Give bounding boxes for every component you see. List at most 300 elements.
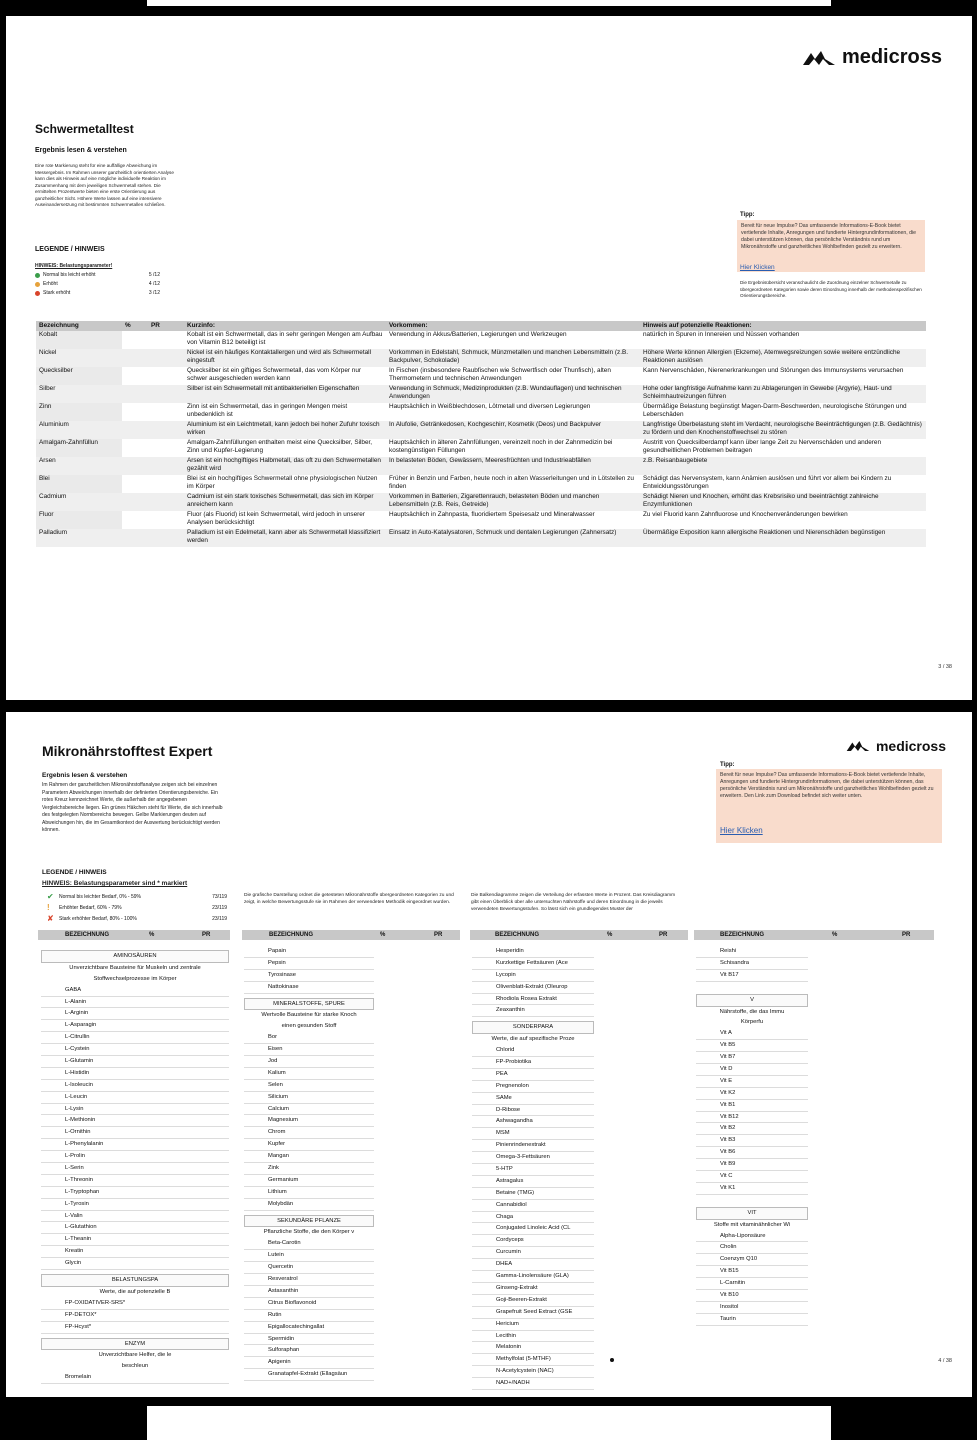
nutrient-row: L-Glutamin — [41, 1056, 229, 1068]
nutrient-row: Zeaxanthin — [472, 1005, 594, 1017]
nutrient-row: FP-Hcyst* — [41, 1322, 229, 1334]
nutrient-row: L-Tyrosin — [41, 1199, 229, 1211]
nutrient-row: Tyrosinase — [244, 970, 374, 982]
cell-occurrence: Hauptsächlich in Weißblechdosen, Lötmetall und diversen Legierungen — [389, 403, 591, 410]
header-percent: % — [380, 932, 386, 938]
nutrient-row: Vit B15 — [696, 1266, 808, 1278]
nutrient-row: L-Tryptophan — [41, 1187, 229, 1199]
nutrient-row: Vit B17 — [696, 970, 808, 982]
nutrient-row: SAMe — [472, 1093, 594, 1105]
nutrient-row: Curcumin — [472, 1247, 594, 1259]
nutrient-row: Lecithin — [472, 1331, 594, 1343]
cell-percent — [122, 439, 148, 457]
nutrient-row: L-Leucin — [41, 1092, 229, 1104]
cell-occurrence: Vorkommen in Edelstahl, Schmuck, Münzmetallen und manchen Lebensmitteln (z.B. Backpulver, Schokolade) — [386, 349, 640, 367]
cell-pr — [148, 367, 184, 385]
exclamation-icon: ! — [47, 903, 50, 912]
nutrient-row: Hericium — [472, 1319, 594, 1331]
nutrient-row: Vit B3 — [696, 1135, 808, 1147]
nutrient-row: Kupfer — [244, 1139, 374, 1151]
legend-label: Erhöhter Bedarf, 60% - 79% — [59, 904, 122, 911]
section-header: AMINOSÄUREN — [41, 950, 229, 963]
cell-name: Blei — [36, 475, 122, 493]
nutrient-row: L-Serin — [41, 1163, 229, 1175]
nutrient-row: Methylfolat (5-MTHF) — [472, 1354, 594, 1366]
nutrient-row: Apigenin — [244, 1357, 374, 1369]
nutrient-row: Astragalus — [472, 1176, 594, 1188]
nutrient-row: Vit K2 — [696, 1088, 808, 1100]
cell-name: Fluor — [36, 511, 122, 529]
nutrient-row: Vit B1 — [696, 1100, 808, 1112]
cell-pr — [148, 493, 184, 511]
column-header-1 — [38, 930, 230, 940]
nutrient-row: Lithium — [244, 1187, 374, 1199]
nutrient-row: Vit C — [696, 1171, 808, 1183]
cell-name: Silber — [36, 385, 122, 403]
legend-item-high — [35, 290, 160, 296]
nutrient-row: Rutin — [244, 1310, 374, 1322]
cell-percent — [122, 349, 148, 367]
nutrient-row: Schisandra — [696, 958, 808, 970]
nutrient-row: MSM — [472, 1128, 594, 1140]
nutrient-row: Betaine (TMG) — [472, 1188, 594, 1200]
nutrient-row: L-Histidin — [41, 1068, 229, 1080]
nutrient-row: Pinienrindenextrakt — [472, 1140, 594, 1152]
nutrient-row: PEA — [472, 1069, 594, 1081]
nutrient-row: L-Ornithin — [41, 1127, 229, 1139]
nutrient-row: L-Valin — [41, 1211, 229, 1223]
legend-count: 23/119 — [212, 904, 227, 911]
nutrient-row: Sulforaphan — [244, 1345, 374, 1357]
nutrient-row: L-Lysin — [41, 1104, 229, 1116]
nutrient-row: Grapefruit Seed Extract (GSE — [472, 1307, 594, 1319]
tip-text: Bereit für neue Impulse? Das umfassende Informations-E-Book bietet vertiefende Inhalte, Anregungen und fundierte Hintergrundinformationen, die dabei unterstützen können, das persönliche Verständnis rund um Mikronährstoffe und ganzheitliches Wohlbefinden gezielt zu erweitern. — [741, 223, 917, 250]
legend-hint: HINWEIS: Belastungsparameter sind * markiert — [42, 880, 188, 887]
nutrient-row: Taurin — [696, 1314, 808, 1326]
legend-label: Normal bis leichter Bedarf, 0% - 59% — [59, 893, 141, 900]
cell-occurrence: Früher in Benzin und Farben, heute noch in alten Wasserleitungen und in Lötstellen zu finden — [389, 475, 634, 490]
nutrient-row: Vit B2 — [696, 1123, 808, 1135]
cell-info: Fluor (als Fluorid) ist kein Schwermetall, wird jedoch in unserer Analysen berücksichtigt — [187, 511, 365, 526]
nutrient-row: Goji-Beeren-Extrakt — [472, 1295, 594, 1307]
table-header-row — [36, 321, 926, 331]
chart-note-distribution: Die Balkendiagramme zeigen die Verteilung der erfassten Werte in Prozent. Das Kreisdiagramm gibt einen Überblick über alle untersuchten Nährstoffe und deren Einordnung in die jeweils verwendeten Bewertungsstufen. So lässt sich ein grundlegendes Muster der — [471, 893, 676, 912]
cell-occurrence: Verwendung in Akkus/Batterien, Legierungen und Werkzeugen — [389, 331, 567, 338]
nutrient-row: Cholin — [696, 1242, 808, 1254]
table-row — [36, 367, 926, 385]
nutrient-row: Ginseng-Extrakt — [472, 1283, 594, 1295]
nutrient-row: Bromelain — [41, 1372, 229, 1384]
nutrient-row: L-Threonin — [41, 1175, 229, 1187]
section-description: beschleun — [121, 1363, 149, 1370]
column-header-4 — [694, 930, 934, 940]
page-title: Schwermetalltest — [35, 122, 134, 136]
legend-item-elevated — [47, 903, 227, 912]
legend-title: LEGENDE / HINWEIS — [42, 869, 107, 876]
nutrient-row: Vit B7 — [696, 1052, 808, 1064]
chart-note-categories: Die grafische Darstellung ordnet die getesteten Mikronährstoffe übergeordneten Kategorien zu und zeigt, in welche Bewertungsstufe sie im Rahmen der verwendeten Methodik eingeordnet wurden. — [244, 893, 454, 905]
header-name: BEZEICHNUNG — [269, 932, 314, 938]
legend-count: 23/119 — [212, 915, 227, 922]
nutrient-row: L-Glutathion — [41, 1222, 229, 1234]
cell-reaction: natürlich in Spuren in Innereien und Nüssen vorhanden — [643, 331, 800, 338]
nutrient-row: Vit B12 — [696, 1112, 808, 1124]
nutrient-row: Conjugated Linoleic Acid (CL — [472, 1223, 594, 1235]
col-header-occurrence: Vorkommen: — [386, 321, 640, 331]
cell-reaction: Hohe oder langfristige Aufnahme kann zu Ablagerungen in Gewebe (Argyrie), Haut- und Schleimhautreizungen führen — [640, 385, 926, 403]
cell-percent — [122, 331, 148, 349]
table-row — [36, 439, 926, 457]
section-description: Körperfu — [740, 1019, 764, 1026]
nutrient-row: FP-Probiotika — [472, 1057, 594, 1069]
cell-reaction: Zu viel Fluorid kann Zahnfluorose und Knochenveränderungen bewirken — [643, 511, 848, 518]
cell-occurrence: In belasteten Böden, Gewässern, Meeresfrüchten und Industrieabfällen — [386, 457, 640, 475]
table-row — [36, 475, 926, 493]
page-micronutrient-test — [6, 712, 972, 1397]
nutrient-row: Kurzkettige Fettsäuren (Ace — [472, 958, 594, 970]
header-name: BEZEICHNUNG — [495, 932, 540, 938]
tip-link[interactable]: Hier Klicken — [720, 826, 763, 835]
legend-item-elevated — [35, 281, 160, 287]
header-percent: % — [832, 932, 838, 938]
cell-reaction: Kann Nervenschäden, Nierenerkrankungen und Störungen des Immunsystems verursachen — [643, 367, 904, 374]
section-header: SONDERPARA — [472, 1021, 594, 1034]
cell-reaction: Schädigt Nieren und Knochen, erhöht das Krebsrisiko und beeinträchtigt zahlreiche Enzymfunktionen — [640, 493, 926, 511]
section-description: Unverzichtbare Helfer, die le — [98, 1352, 172, 1359]
legend-hint: HINWEIS: Belastungsparameter! — [35, 263, 113, 269]
cell-reaction: Übermäßige Exposition kann allergische Reaktionen und Nierenschäden begünstigen — [640, 529, 926, 547]
nutrient-column-2 — [244, 946, 374, 1381]
nutrient-row: FP-DETOX* — [41, 1310, 229, 1322]
nutrient-row: L-Arginin — [41, 1008, 229, 1020]
cell-percent — [122, 403, 148, 421]
tip-note: Die Ergebnisübersicht veranschaulicht die Zuordnung einzelner Schwermetalle zu übergeordneten Kategorien sowie deren Einordnung innerhalb der methodenspezifischen Orientierungsbereiche. — [740, 280, 922, 298]
cell-reaction: Übermäßige Belastung begünstigt Magen-Darm-Beschwerden, neurologische Störungen und Leberschäden — [643, 403, 907, 418]
header-name: BEZEICHNUNG — [65, 932, 110, 938]
nutrient-row: N-Acetylcystein (NAC) — [472, 1366, 594, 1378]
section-header: MINERALSTOFFE, SPURE — [244, 998, 374, 1011]
cell-info: Arsen ist ein hochgiftiges Halbmetall, das oft zu den Schwermetallen gezählt wird — [184, 457, 386, 475]
nutrient-row: Magnesium — [244, 1115, 374, 1127]
cell-name: Aluminium — [36, 421, 122, 439]
page-subtitle: Ergebnis lesen & verstehen — [35, 147, 127, 154]
legend-label: Stark erhöht — [43, 290, 71, 296]
nutrient-row: L-Carnitin — [696, 1278, 808, 1290]
cell-percent — [122, 511, 148, 529]
cell-pr — [148, 511, 184, 529]
cell-percent — [122, 385, 148, 403]
nutrient-row: Resveratrol — [244, 1274, 374, 1286]
cell-occurrence: Verwendung in Schmuck, Medizinprodukten (z.B. Wundauflagen) und technischen Anwendungen — [386, 385, 640, 403]
cell-pr — [148, 349, 184, 367]
cell-pr — [148, 403, 184, 421]
col-header-percent: % — [122, 321, 148, 331]
cell-percent — [122, 529, 148, 547]
nutrient-row: Lutein — [244, 1250, 374, 1262]
col-header-name: Bezeichnung — [36, 321, 122, 331]
nutrient-row: NAD+/NADH — [472, 1378, 594, 1390]
cell-name: Palladium — [36, 529, 122, 547]
tip-label: Tipp: — [740, 212, 755, 218]
section-description: einen gesunden Stoff — [281, 1023, 337, 1030]
cell-info: Cadmium ist ein stark toxisches Schwermetall, das sich im Körper anreichern kann — [184, 493, 386, 511]
cell-name: Zinn — [36, 403, 122, 421]
check-icon: ✔ — [47, 892, 54, 901]
nutrient-row: 5-HTP — [472, 1164, 594, 1176]
cell-percent — [122, 421, 148, 439]
tip-text: Bereit für neue Impulse? Das umfassende Informations-E-Book bietet vertiefende Inhalte, Anregungen und fundierte Hintergrundinformationen, die dabei unterstützen können, das persönliche Verständnis rund um Mikronährstoffe und ganzheitliches Wohlbefinden gezielt zu erweitern. Den Link zum Download befindet sich weiter unten. — [720, 772, 934, 799]
medicross-logo-icon — [802, 50, 836, 66]
nutrient-row: L-Phenylalanin — [41, 1139, 229, 1151]
legend-count: 3 /12 — [148, 290, 160, 296]
cell-occurrence: In Alufolie, Getränkedosen, Kochgeschirr, Kosmetik (Deos) und Backpulver — [386, 421, 640, 439]
nutrient-row: L-Prolin — [41, 1151, 229, 1163]
nutrient-row: Eisen — [244, 1044, 374, 1056]
legend-label: Erhöht — [43, 281, 58, 287]
column-header-2 — [242, 930, 460, 940]
nutrient-row: Inositol — [696, 1302, 808, 1314]
cross-icon: ✘ — [47, 914, 54, 923]
section-header: SEKUNDÄRE PFLANZE — [244, 1215, 374, 1228]
nutrient-row: Selen — [244, 1080, 374, 1092]
cell-occurrence: In Fischen (insbesondere Raubfischen wie Schwertfisch oder Thunfisch), alten Thermometern und technischen Anwendungen — [389, 367, 611, 382]
tip-link[interactable]: Hier Klicken — [740, 264, 775, 271]
header-pr: PR — [434, 932, 443, 938]
table-row — [36, 511, 926, 529]
nutrient-row: Melatonin — [472, 1342, 594, 1354]
nutrient-row: Hesperidin — [472, 946, 594, 958]
legend-item-normal — [47, 892, 227, 901]
cell-reaction: Höhere Werte können Allergien (Ekzeme), Atemwegsreizungen sowie weitere entzündliche Reaktionen auslösen — [640, 349, 926, 367]
nutrient-row: Astaxanthin — [244, 1286, 374, 1298]
legend-item-normal — [35, 272, 160, 278]
legend-count: 5 /12 — [148, 272, 160, 278]
table-row — [36, 529, 926, 547]
nutrient-row: Mangan — [244, 1151, 374, 1163]
nutrient-row: Vit D — [696, 1064, 808, 1076]
nutrient-row: Gamma-Linolensäure (GLA) — [472, 1271, 594, 1283]
nutrient-row: Reishi — [696, 946, 808, 958]
cell-info: Palladium ist ein Edelmetall, kann aber als Schwermetall klassifiziert werden — [184, 529, 386, 547]
table-row — [36, 385, 926, 403]
spacer — [696, 1195, 808, 1203]
section-description: Werte, die auf spezifische Proze — [491, 1036, 575, 1043]
table-row — [36, 493, 926, 511]
nutrient-row: DHEA — [472, 1259, 594, 1271]
nutrient-row: Kalium — [244, 1068, 374, 1080]
nutrient-row: Ashwagandha — [472, 1116, 594, 1128]
nutrient-row: Germanium — [244, 1175, 374, 1187]
cell-name: Nickel — [36, 349, 122, 367]
cell-name: Kobalt — [36, 331, 122, 349]
section-header: V — [696, 994, 808, 1007]
nutrient-row: Vit E — [696, 1076, 808, 1088]
nutrient-row: Vit B10 — [696, 1290, 808, 1302]
previous-page-edge — [147, 0, 831, 6]
cell-reaction: z.B. Reisanbaugebiete — [640, 457, 926, 475]
brand-name: medicross — [875, 738, 946, 754]
cell-occurrence: Hauptsächlich in älteren Zahnfüllungen, vereinzelt noch in der Zahnmedizin bei kostengünstigen Füllungen — [389, 439, 613, 454]
cell-name: Amalgam-Zahnfüllun — [36, 439, 122, 457]
nutrient-row: L-Theanin — [41, 1234, 229, 1246]
section-description: Pflanzliche Stoffe, die den Körper v — [263, 1229, 355, 1236]
nutrient-row: L-Isoleucin — [41, 1080, 229, 1092]
nutrient-column-4 — [696, 946, 808, 1326]
heavy-metal-table — [36, 321, 926, 547]
legend-green-dot — [35, 273, 40, 278]
intro-text: Im Rahmen der ganzheitlichen Mikronährstoffanalyse zeigen sich bei einzelnen Parametern Abweichungen innerhalb der definierten Orientierungsbereiche. Ein rotes Kreuz kennzeichnet Werte, die außerhalb der angegebenen Vergleichsbereiche liegen. Ein grünes Häkchen steht für Werte, die sich innerhalb des festgelegten Normbereichs bewegen. Gelbe Markierungen deuten auf Abweichungen hin, die im Gesamtkontext der Auswertung berücksichtigt werden können. — [42, 782, 223, 833]
section-description: Stoffwechselprozesse im Körper — [93, 975, 177, 982]
header-pr: PR — [202, 932, 211, 938]
tip-label: Tipp: — [720, 762, 735, 768]
nutrient-row: Zink — [244, 1163, 374, 1175]
brand-logo — [846, 738, 946, 754]
nutrient-row: Vit B6 — [696, 1147, 808, 1159]
legend-count: 73/119 — [212, 893, 227, 900]
nutrient-row: Olivenblatt-Extrakt (Oleurop — [472, 982, 594, 994]
cell-pr — [148, 529, 184, 547]
page-number: 4 / 38 — [938, 1358, 952, 1364]
nutrient-row: Epigallocatechingallat — [244, 1322, 374, 1334]
cell-info: Blei ist ein hochgiftiges Schwermetall ohne physiologischen Nutzen im Körper — [187, 475, 378, 490]
cell-percent — [122, 367, 148, 385]
legend-orange-dot — [35, 282, 40, 287]
nutrient-row: Cannabidiol — [472, 1200, 594, 1212]
page-number: 3 / 38 — [938, 664, 952, 670]
nutrient-row: Rhodiola Rosea Extrakt — [472, 994, 594, 1006]
nutrient-row: L-Asparagin — [41, 1020, 229, 1032]
legend-red-dot — [35, 291, 40, 296]
cell-pr — [148, 331, 184, 349]
column-header-3 — [470, 930, 688, 940]
nutrient-row: Silicium — [244, 1092, 374, 1104]
medicross-logo-icon — [846, 740, 870, 752]
bullet-dot — [610, 1358, 614, 1362]
cell-name: Cadmium — [36, 493, 122, 511]
cell-name: Quecksilber — [36, 367, 122, 385]
page-heavy-metal-test — [6, 16, 972, 700]
nutrient-row: Glycin — [41, 1258, 229, 1270]
header-pr: PR — [659, 932, 668, 938]
legend-item-high — [47, 914, 227, 923]
nutrient-column-3 — [472, 946, 594, 1390]
cell-pr — [148, 421, 184, 439]
col-header-info: Kurzinfo: — [184, 321, 386, 331]
page-subtitle: Ergebnis lesen & verstehen — [42, 772, 128, 779]
nutrient-row: Kreatin — [41, 1246, 229, 1258]
nutrient-row: Papain — [244, 946, 374, 958]
col-header-reaction: Hinweis auf potenzielle Reaktionen: — [640, 321, 926, 331]
legend-label: Stark erhöhter Bedarf, 80% - 100% — [59, 915, 137, 922]
nutrient-row: Alpha-Liponsäure — [696, 1231, 808, 1243]
nutrient-row: L-Alanin — [41, 997, 229, 1009]
nutrient-row: Lycopin — [472, 970, 594, 982]
page-title: Mikronährstofftest Expert — [42, 743, 213, 759]
cell-reaction: Langfristige Überbelastung steht im Verdacht, neurologische Beeinträchtigungen (z.B. Gedächtnis) zu fördern und den Knochenstoffwechsel zu stören — [640, 421, 926, 439]
nutrient-row: Vit B5 — [696, 1040, 808, 1052]
section-description: Nährstoffe, die das Immu — [719, 1008, 785, 1015]
section-header: BELASTUNGSPA — [41, 1274, 229, 1287]
nutrient-row: Citrus Bioflavonoid — [244, 1298, 374, 1310]
intro-text: Eine rote Markierung steht für eine auffällige Abweichung im Messergebnis. Im Rahmen unserer ganzheitlich orientierten Analyse kann dies als Hinweis auf eine mögliche individuelle Reaktion im Zusammenhang mit dem jeweiligen Schwermetall stehen. Die ermittelten Prozentwerte bieten eine erste Orientierung aus ganzheitlicher Sicht. Höhere Werte lassen auf eine intensivere Auseinandersetzung mit bestimmten Schwermetallen schließen. — [35, 163, 174, 207]
nutrient-row: FP-OXIDATIVER-SRS* — [41, 1298, 229, 1310]
cell-occurrence: Einsatz in Auto-Katalysatoren, Schmuck und dentalen Legierungen (Zahnersatz) — [386, 529, 640, 547]
nutrient-row: Nattokinase — [244, 982, 374, 994]
cell-pr — [148, 385, 184, 403]
nutrient-row: Bor — [244, 1032, 374, 1044]
nutrient-row: Molybdän — [244, 1199, 374, 1211]
section-description: Wertvolle Bausteine für starke Knoch — [261, 1012, 357, 1019]
nutrient-row: Chaga — [472, 1212, 594, 1224]
legend-count: 4 /12 — [148, 281, 160, 287]
nutrient-row: D-Ribose — [472, 1105, 594, 1117]
nutrient-row: Jod — [244, 1056, 374, 1068]
nutrient-row: Coenzym Q10 — [696, 1254, 808, 1266]
nutrient-row: Cordyceps — [472, 1235, 594, 1247]
nutrient-row: Vit A — [696, 1028, 808, 1040]
section-description: Werte, die auf potenzielle B — [99, 1288, 171, 1295]
header-pr: PR — [902, 932, 911, 938]
next-page-edge — [147, 1406, 831, 1440]
nutrient-row: L-Methionin — [41, 1115, 229, 1127]
nutrient-row: Pepsin — [244, 958, 374, 970]
nutrient-row: Granatapfel-Extrakt (Ellagsäun — [244, 1369, 374, 1381]
cell-pr — [148, 457, 184, 475]
table-row — [36, 457, 926, 475]
cell-reaction: Austritt von Quecksilberdampf kann über lange Zeit zu Nervenschäden und anderen gesundheitlichen Problemen beitragen — [643, 439, 882, 454]
brand-logo — [802, 46, 942, 69]
section-header: ENZYM — [41, 1338, 229, 1351]
cell-info: Nickel ist ein häufiges Kontaktallergen und wird als Schwermetall eingestuft — [184, 349, 386, 367]
cell-pr — [148, 439, 184, 457]
nutrient-row: L-Cystein — [41, 1044, 229, 1056]
nutrient-row: L-Citrullin — [41, 1032, 229, 1044]
section-header: VIT — [696, 1207, 808, 1220]
section-description: Unverzichtbare Bausteine für Muskeln und zentrale — [69, 964, 201, 971]
cell-pr — [148, 475, 184, 493]
cell-reaction: Schädigt das Nervensystem, kann Anämien auslösen und führt vor allem bei Kindern zu Entwicklungsstörungen — [643, 475, 892, 490]
spacer — [696, 982, 808, 990]
nutrient-row: Calcium — [244, 1104, 374, 1116]
cell-occurrence: Hauptsächlich in Zahnpasta, fluoridiertem Speisesalz und Mineralwasser — [389, 511, 595, 518]
section-description: Stoffe mit vitaminähnlicher Wi — [713, 1221, 791, 1228]
cell-name: Arsen — [36, 457, 122, 475]
nutrient-row: Pregnenolon — [472, 1081, 594, 1093]
nutrient-column-1 — [41, 946, 229, 1384]
cell-info: Kobalt ist ein Schwermetall, das in sehr geringen Mengen am Aufbau von Vitamin B12 beteiligt ist — [187, 331, 383, 346]
table-row — [36, 421, 926, 439]
col-header-pr: PR — [148, 321, 184, 331]
cell-percent — [122, 457, 148, 475]
nutrient-row: GABA — [41, 985, 229, 997]
cell-info: Quecksilber ist ein giftiges Schwermetall, das vom Körper nur schwer ausgeschieden werden kann — [187, 367, 362, 382]
nutrient-row: Beta-Carotin — [244, 1238, 374, 1250]
table-row — [36, 331, 926, 349]
nutrient-row: Spermidin — [244, 1334, 374, 1346]
nutrient-row: Chlorid — [472, 1045, 594, 1057]
table-row — [36, 349, 926, 367]
cell-percent — [122, 475, 148, 493]
cell-info: Silber ist ein Schwermetall mit antibakteriellen Eigenschaften — [184, 385, 386, 403]
nutrient-row: Vit K1 — [696, 1183, 808, 1195]
nutrient-row: Quercetin — [244, 1262, 374, 1274]
header-percent: % — [607, 932, 613, 938]
legend-label: Normal bis leicht erhöht — [43, 272, 96, 278]
cell-info: Aluminium ist ein Leichtmetall, kann jedoch bei hoher Zufuhr toxisch wirken — [184, 421, 386, 439]
nutrient-row: Omega-3-Fettsäuren — [472, 1152, 594, 1164]
cell-occurrence: Vorkommen in Batterien, Zigarettenrauch, belasteten Böden und manchen Lebensmitteln (z.B. Reis, Getreide) — [386, 493, 640, 511]
legend-title: LEGENDE / HINWEIS — [35, 246, 105, 253]
